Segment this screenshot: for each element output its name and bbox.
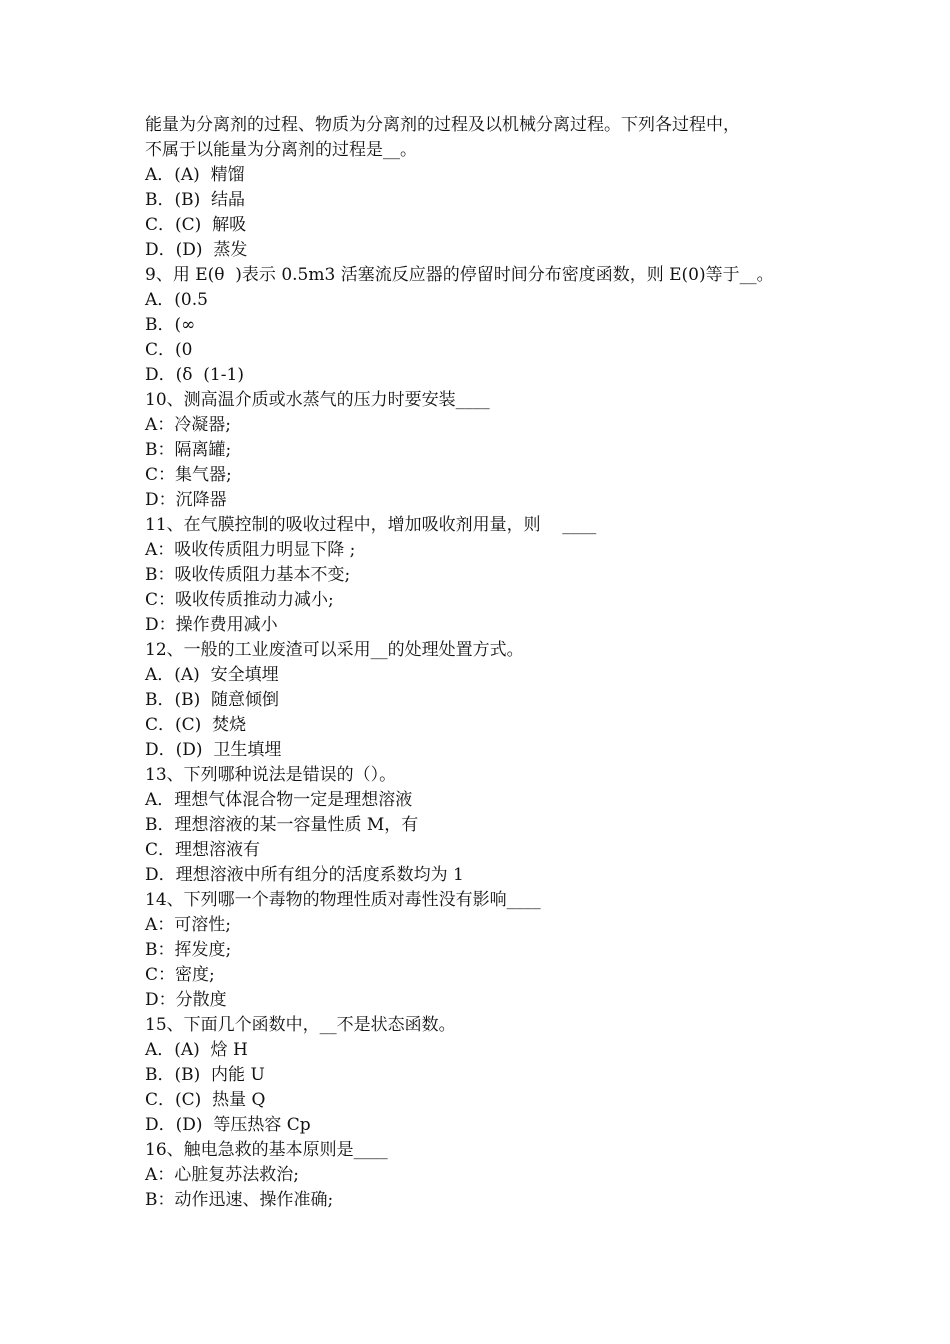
text-line: A．理想气体混合物一定是理想溶液 [145,790,413,810]
text-line: B．(∞ [145,315,196,335]
text-line: D：操作费用减小 [145,615,278,635]
text-line: A．(0.5 [145,290,208,310]
text-line: 14、下列哪一个毒物的物理性质对毒性没有影响____ [145,890,541,910]
text-line: C：吸收传质推动力减小; [145,590,334,610]
text-line: 13、下列哪种说法是错误的（）。 [145,765,397,785]
text-line: 不属于以能量为分离剂的过程是__。 [145,140,417,160]
text-line: A．(A) 精馏 [145,165,245,185]
document-body [145,113,845,1213]
text-line: B：吸收传质阻力基本不变; [145,565,351,585]
text-line: A：心脏复苏法救治; [145,1165,300,1185]
text-line: D．(D) 等压热容 Cp [145,1115,311,1135]
text-line: A：冷凝器; [145,415,232,435]
text-line: C：集气器; [145,465,232,485]
text-line: A．(A) 安全填埋 [145,665,279,685]
text-line: D：沉降器 [145,490,227,510]
text-line: B．(B) 内能 U [145,1065,265,1085]
text-line: A：吸收传质阻力明显下降 ; [145,540,356,560]
text-line: B．(B) 随意倾倒 [145,690,280,710]
text-line: C．(C) 解吸 [145,215,247,235]
text-line: A：可溶性; [145,915,232,935]
text-line: B：隔离罐; [145,440,232,460]
text-line: C．(C) 热量 Q [145,1090,266,1110]
text-line: 10、测高温介质或水蒸气的压力时要安装____ [145,390,490,410]
text-line: C：密度; [145,965,215,985]
text-line: C．(0 [145,340,193,360]
text-line: 16、触电急救的基本原则是____ [145,1140,388,1160]
text-line: D．(D) 蒸发 [145,240,248,260]
text-line: B：动作迅速、操作准确; [145,1190,334,1210]
text-line: D．(δ (1-1) [145,365,244,385]
text-line: B．(B) 结晶 [145,190,246,210]
text-line: D．理想溶液中所有组分的活度系数均为 1 [145,865,464,885]
text-line: 12、一般的工业废渣可以采用__的处理处置方式。 [145,640,524,660]
text-line: 15、下面几个函数中，__不是状态函数。 [145,1015,456,1035]
text-line: C．(C) 焚烧 [145,715,247,735]
text-line: D．(D) 卫生填埋 [145,740,282,760]
text-line: B：挥发度; [145,940,232,960]
text-line: C．理想溶液有 [145,840,261,860]
text-line: 能量为分离剂的过程、物质为分离剂的过程及以机械分离过程。下列各过程中， [145,115,740,135]
text-line: 9、用 E(θ )表示 0.5m3 活塞流反应器的停留时间分布密度函数，则 E(0)等于__。 [145,265,774,285]
text-line: 11、在气膜控制的吸收过程中，增加吸收剂用量，则 ____ [145,515,597,535]
text-line: B．理想溶液的某一容量性质 M，有 [145,815,419,835]
text-line: D：分散度 [145,990,227,1010]
text-line: A．(A) 焓 H [145,1040,248,1060]
